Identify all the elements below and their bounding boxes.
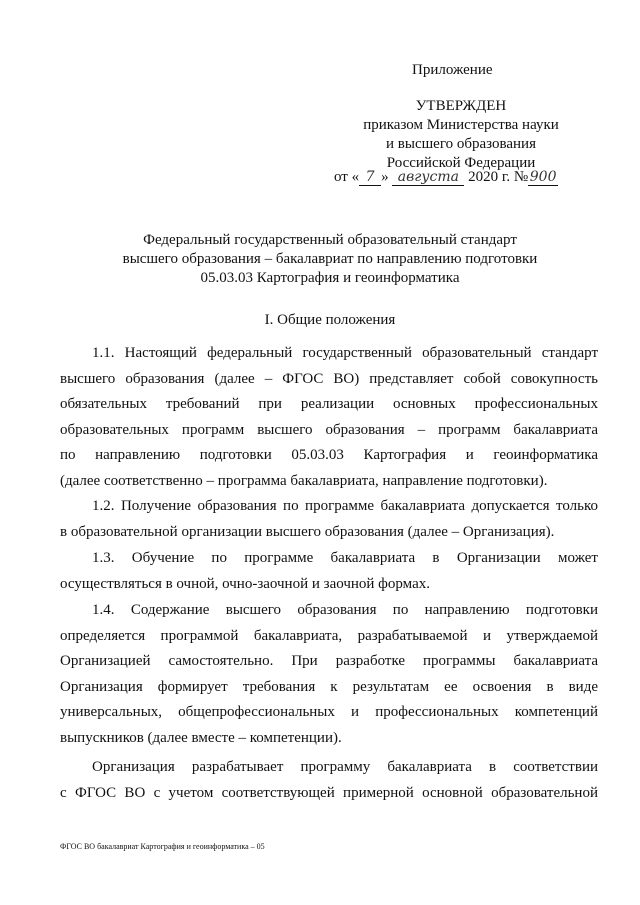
standard-title	[60, 231, 600, 288]
order-prefix: от «	[334, 169, 360, 185]
text-line: высшего образования (далее – ФГОС ВО) представляет собой совокупность	[60, 370, 598, 387]
section-title: I. Общие положения	[264, 312, 396, 328]
text-line: с ФГОС ВО с учетом соответствующей примерной основной образовательной	[60, 784, 598, 801]
text-line: выпускников (далее вместе – компетенции).	[60, 729, 342, 746]
text-line: Организация формирует требования к результатам ее освоения в виде	[60, 678, 598, 695]
standard-title-line: высшего образования – бакалавриат по направлению подготовки	[122, 251, 538, 267]
page-footer: ФГОС ВО бакалавриат Картография и геоинформатика – 05	[60, 842, 265, 851]
appendix-label: Приложение	[412, 62, 493, 78]
text-line: 1.1. Настоящий федеральный государственный образовательный стандарт	[92, 345, 598, 361]
order-day: 7	[359, 169, 381, 186]
paragraph-1-3	[60, 546, 598, 597]
approved-line: Российской Федерации	[386, 155, 536, 171]
text-line: Организацией самостоятельно. При разработке программы бакалавриата	[60, 653, 598, 670]
order-line	[334, 169, 558, 186]
text-line: универсальных, общепрофессиональных и профессиональных компетенций	[60, 704, 598, 721]
text-line: 1.2. Получение образования по программе бакалавриата допускается только	[92, 498, 598, 514]
standard-title-line: Федеральный государственный образовательный стандарт	[143, 232, 517, 248]
order-number: 900	[529, 169, 557, 185]
text-line: Организация разрабатывает программу бакалавриата в соответствии	[92, 759, 598, 775]
text-line: обязательных требований при реализации основных профессиональных	[60, 396, 598, 413]
text-line: по направлению подготовки 05.03.03 Картография и геоинформатика	[60, 447, 598, 464]
paragraph-organization	[60, 755, 598, 806]
order-month: августа	[392, 169, 464, 186]
text-line: образовательных программ высшего образования – программ бакалавриата	[60, 421, 598, 438]
text-line: осуществляться в очной, очно-заочной и заочной формах.	[60, 575, 430, 592]
approved-title: УТВЕРЖДЕН	[415, 98, 507, 114]
text-line: определяется программой бакалавриата, разрабатываемой и утверждаемой	[60, 627, 598, 644]
text-line: в образовательной организации высшего образования (далее – Организация).	[60, 523, 555, 540]
approval-block	[340, 97, 582, 173]
text-line: 1.3. Обучение по программе бакалавриата в Организации может	[92, 550, 598, 566]
text-line: 1.4. Содержание высшего образования по направлению подготовки	[92, 602, 598, 618]
order-year: 2020 г. №	[468, 169, 529, 185]
order-mid: »	[381, 169, 389, 185]
standard-title-line: 05.03.03 Картография и геоинформатика	[200, 270, 460, 286]
paragraph-1-2	[60, 494, 598, 545]
approved-line: приказом Министерства науки	[363, 117, 559, 133]
approved-line: и высшего образования	[386, 136, 536, 152]
paragraph-1-4	[60, 598, 598, 752]
text-line: (далее соответственно – программа бакалавриата, направление подготовки).	[60, 472, 548, 489]
paragraph-1-1	[60, 341, 598, 495]
